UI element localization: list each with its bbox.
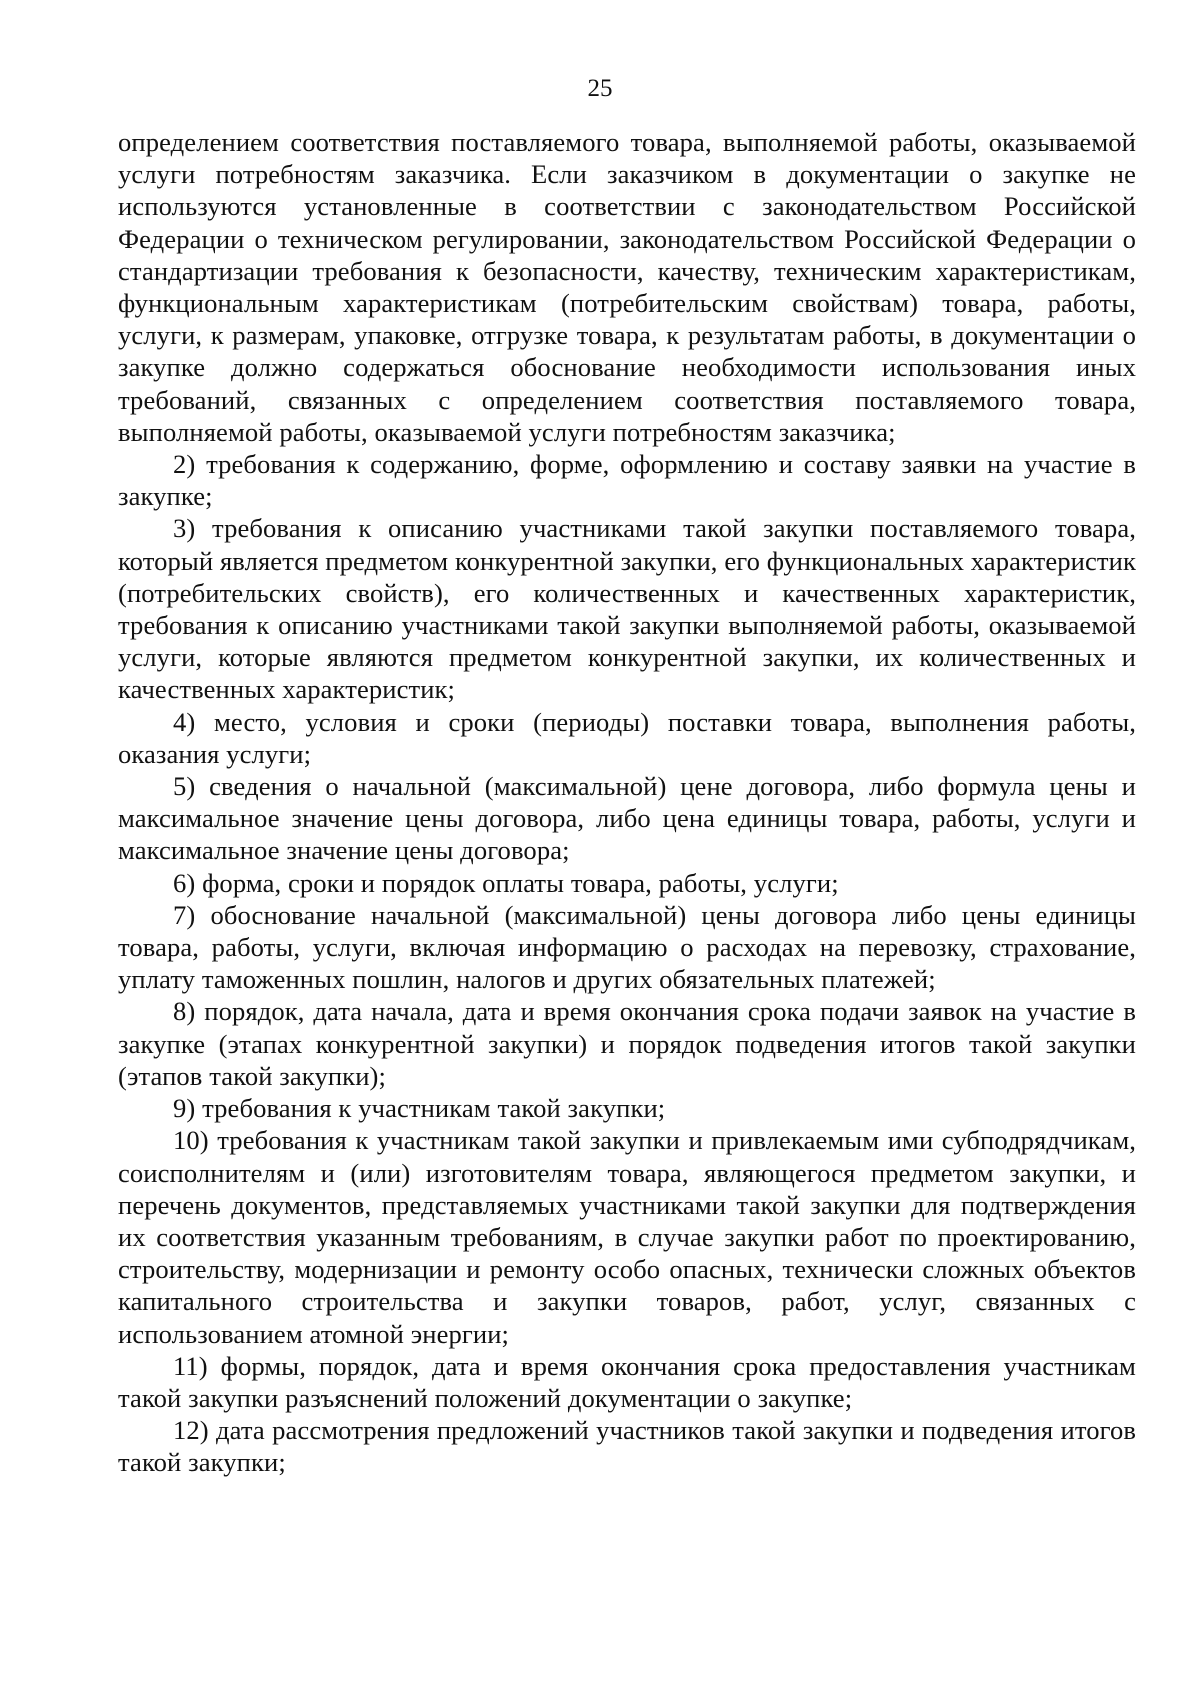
list-item-11: 11) формы, порядок, дата и время окончания срока предоставления участникам такой закупки разъяснений положений документации о закупке; [118,1350,1136,1413]
list-item-9: 9) требования к участникам такой закупки; [173,1093,666,1124]
list-item-5: 5) сведения о начальной (максимальной) цене договора, либо формула цены и максимальное значение цены договора, либо цена единицы товара, работы, услуги и максимальное значение цены договора; [118,771,1136,866]
list-item-12: 12) дата рассмотрения предложений участников такой закупки и подведения итогов такой закупки; [118,1415,1136,1478]
list-item-3: 3) требования к описанию участниками такой закупки поставляемого товара, который является предметом конкурентной закупки, его функциональных характеристик (потребительских свойств), его количественных и качественных характеристик, требования к описанию участниками такой закупки выполняемой работы, оказываемой услуги, которые являются предметом конкурентной закупки, их количественных и качественных характеристик; [118,513,1136,705]
document-body [118,126,1136,1479]
list-item-6: 6) форма, сроки и порядок оплаты товара, работы, услуги; [173,867,839,898]
list-item-4: 4) место, условия и сроки (периоды) поставки товара, выполнения работы, оказания услуги; [118,706,1136,769]
list-item-10: 10) требования к участникам такой закупки и привлекаемым ими субподрядчикам, соисполнителям и (или) изготовителям товара, являющегося предметом закупки, и перечень документов, представляемых участниками такой закупки для подтверждения их соответствия указанным требованиям, в случае закупки работ по проектированию, строительству, модернизации и ремонту особо опасных, технически сложных объектов капитального строительства и закупки товаров, работ, услуг, связанных с использованием атомной энергии; [118,1125,1136,1349]
page-number: 25 [587,75,613,102]
list-item-8: 8) порядок, дата начала, дата и время окончания срока подачи заявок на участие в закупке (этапах конкурентной закупки) и порядок подведения итогов такой закупки (этапов такой закупки); [118,996,1136,1091]
paragraph-continuation: определением соответствия поставляемого товара, выполняемой работы, оказываемой услуги потребностям заказчика. Если заказчиком в документации о закупке не используются установленные в соответствии с законодательством Российской Федерации о техническом регулировании, законодательством Российской Федерации о стандартизации требования к безопасности, качеству, техническим характеристикам, функциональным характеристикам (потребительским свойствам) товара, работы, услуги, к размерам, упаковке, отгрузке товара, к результатам работы, в документации о закупке должно содержаться обоснование необходимости использования иных требований, связанных с определением соответствия поставляемого товара, выполняемой работы, оказываемой услуги потребностям заказчика; [118,127,1136,447]
list-item-2: 2) требования к содержанию, форме, оформлению и составу заявки на участие в закупке; [118,449,1136,512]
list-item-7: 7) обоснование начальной (максимальной) цены договора либо цены единицы товара, работы, услуги, включая информацию о расходах на перевозку, страхование, уплату таможенных пошлин, налогов и других обязательных платежей; [118,899,1136,995]
